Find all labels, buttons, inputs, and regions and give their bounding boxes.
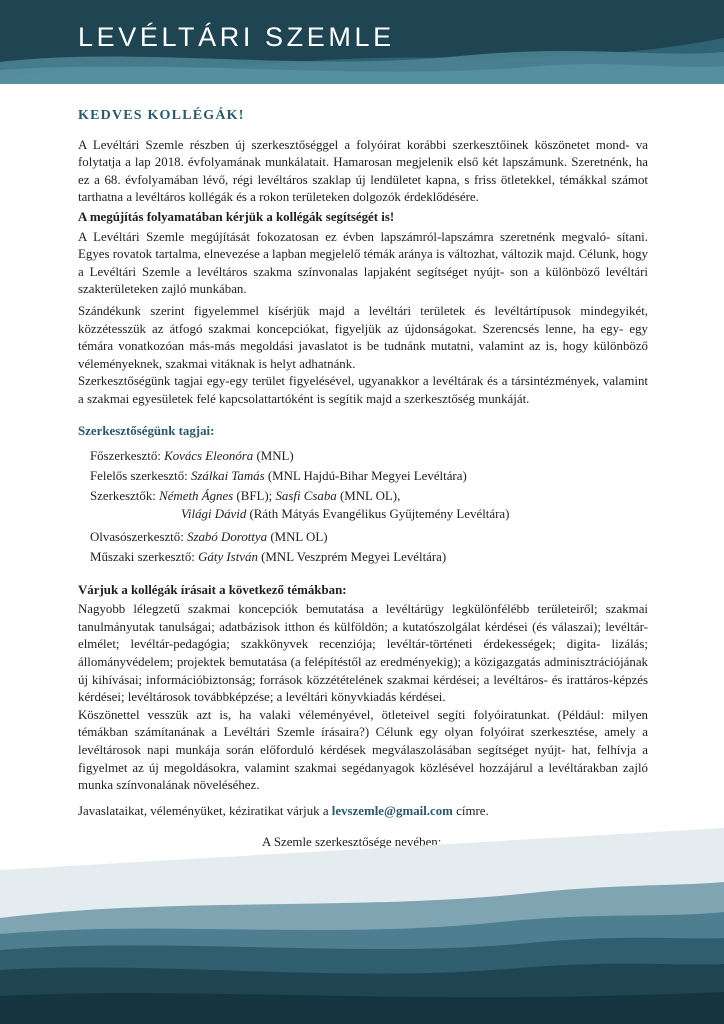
staff-name: Sasfi Csaba: [275, 488, 337, 503]
staff-org: (MNL OL): [267, 530, 328, 545]
thanks-paragraph: [78, 707, 648, 795]
email-link[interactable]: levszemle@gmail.com: [331, 803, 453, 818]
contact-text: Javaslataikat, véleményüket, kéziratikat várjuk a: [78, 803, 332, 818]
staff-editors-continued: [90, 506, 648, 524]
staff-technical: [90, 548, 648, 568]
intro-line: A Levéltári Szemle részben új szerkesztőséggel a folyóirat korábbi szerkesztőinek köszönetet mond-: [78, 137, 630, 152]
staff-org: (MNL OL),: [336, 488, 401, 503]
letter-body: [78, 107, 648, 891]
staff-name: Németh Ágnes: [159, 488, 234, 503]
intent-paragraph: [78, 303, 648, 373]
footer-wave-graphic: [0, 800, 724, 1024]
staff-role: Felelős szerkesztő:: [90, 468, 191, 483]
thanks-line: Köszönettel vesszük azt is, ha valaki véleményével, ötleteivel segíti folyóiratunkat. (Például: milyen: [78, 707, 648, 722]
staff-chief: [90, 447, 648, 467]
help-request: A megújítás folyamatában kérjük a kollégák segítségét is!: [78, 209, 395, 224]
staff-role: Főszerkesztő:: [90, 449, 165, 464]
topics-paragraph: [78, 601, 648, 707]
intro-line: témákkal számot tarthatna a levéltáros kollégák és a rokon területeken dolgozók érdeklődésére.: [78, 172, 648, 205]
staff-name: Kovács Eleonóra: [164, 449, 254, 464]
staff-name: Világi Dávid: [181, 507, 247, 522]
staff-list: [90, 447, 648, 568]
renewal-line: majd. Célunk, hogy a Levéltári Szemle a levéltáros szakma színvonalas lapjaként segítséget nyújt-: [78, 247, 648, 279]
intro-line: va folytatja a lap 2018. évfolyamának munkálatait. Hamarosan megjelenik első két lapszámunk.: [78, 137, 648, 170]
topics-line: lizálás; állományvédelem; projektek bemutatása (a felépítéstől az eredményekig); a közigazgatás: [78, 637, 648, 670]
staff-editors: [90, 487, 648, 507]
staff-role: Műszaki szerkesztő:: [90, 549, 199, 564]
renewal-line: A Levéltári Szemle megújítását fokozatosan ez évben lapszámról-lapszámra szeretnénk megvaló-: [78, 229, 611, 244]
intro-line: Szeretnénk, ha ez a 68. évfolyamában lévő, régi levéltáros szaklap új lendületet kapna, s friss ötletekkel,: [78, 155, 648, 187]
topics-line: adminisztrációjának új kihívásai; információbiztonság; források közzétételének szakmai kérdései;: [78, 655, 648, 687]
footer-waves: [0, 800, 724, 1024]
staff-reader: [90, 528, 648, 548]
staff-org: (MNL Hajdú-Bihar Megyei Levéltára): [264, 468, 467, 483]
members-paragraph: [78, 373, 648, 408]
signoff-line: A Szemle szerkesztősége nevében:: [262, 835, 442, 850]
intro-paragraph: [78, 137, 648, 207]
staff-name: Szálkai Tamás: [190, 468, 265, 483]
staff-org: (MNL): [253, 449, 294, 464]
renewal-line: son a különböző levéltári szakterületeken zajló munkában.: [78, 264, 648, 297]
topics-line: Nagyobb lélegzetű szakmai koncepciók bemutatása a levéltárügy legkülönfélébb területeiről; szakmai: [78, 602, 648, 617]
members-line: valamint a szakmai egyesületek felé kapcsolattartóként is segítik majd a szerkesztőség munkáját.: [78, 374, 648, 406]
intent-line: egy témára vonatkozóan más-más megoldási javaslatot is be tudnánk mutatni, valamint az is, hogy: [78, 321, 648, 354]
intent-line: különböző véleményeknek, szakmai vitáknak is helyt adhatnánk.: [78, 339, 648, 371]
members-line: Szerkesztőségünk tagjai egy-egy terület figyelésével, ugyanakkor a levéltárak és a társintézmények,: [78, 374, 600, 389]
intent-line: közzétesszük az átfogó szakmai koncepciókat, figyeljük az újdonságokat. Szerencsés lenne, ha egy-: [78, 321, 624, 336]
staff-name: Gáty István: [198, 549, 258, 564]
thanks-line: amely a levéltárosok napi munkája során előforduló kérdések megválaszolásában segítséget nyújt-: [78, 725, 648, 758]
header-band: [0, 0, 724, 84]
staff-role: Szerkesztők:: [90, 488, 160, 503]
journal-title: LEVÉLTÁRI SZEMLE: [78, 22, 395, 52]
staff-managing: [90, 467, 648, 487]
topics-line: levéltár-elmélet; levéltár-pedagógia; szakkönyvek recenziója; levéltár-történeti érdekességek; digita-: [78, 619, 648, 652]
renewal-paragraph: [78, 229, 648, 299]
thanks-line: a levéltárakban zajló munka színvonalának növeléséhez.: [78, 760, 648, 793]
staff-heading: Szerkesztőségünk tagjai:: [78, 423, 215, 438]
topics-line: a levéltáros- és irattáros-képzés kérdései; levéltárosok továbbképzése; a levéltári könyvkiadás kérdései.: [78, 672, 648, 705]
staff-org: (MNL Veszprém Megyei Levéltára): [257, 549, 447, 564]
greeting-heading: KEDVES KOLLÉGÁK!: [78, 108, 245, 123]
thanks-line: hat, felhívja a figyelmet az új megoldásokra, valamint szakmai segédanyagok közlésével hozzájárul: [78, 743, 648, 775]
renewal-line: sítani. Egyes rovatok tartalma, elnevezése a lapban megjelelő témák aránya is változhat, változik: [78, 229, 648, 262]
staff-name: Szabó Dorottya: [187, 530, 268, 545]
staff-org: (Ráth Mátyás Evangélikus Gyűjtemény Levéltára): [246, 507, 510, 522]
topics-line: tanulmányutak tanulságai; adatbázisok itthon és külföldön; a kutatószolgálat kérdései (és válaszai);: [78, 619, 601, 634]
staff-role: Olvasószerkesztő:: [90, 530, 188, 545]
thanks-line: témákban számítanának a Levéltári Szemle írásaira?) Célunk egy olyan folyóirat szerkesztése,: [78, 725, 598, 740]
contact-text-end: címre.: [452, 803, 489, 818]
topics-heading: Várjuk a kollégák írásait a következő témákban:: [78, 582, 347, 597]
staff-org: (BFL);: [233, 488, 276, 503]
intent-line: Szándékunk szerint figyelemmel kísérjük majd a levéltári területek és levéltártípusok mindegyikét,: [78, 303, 648, 318]
